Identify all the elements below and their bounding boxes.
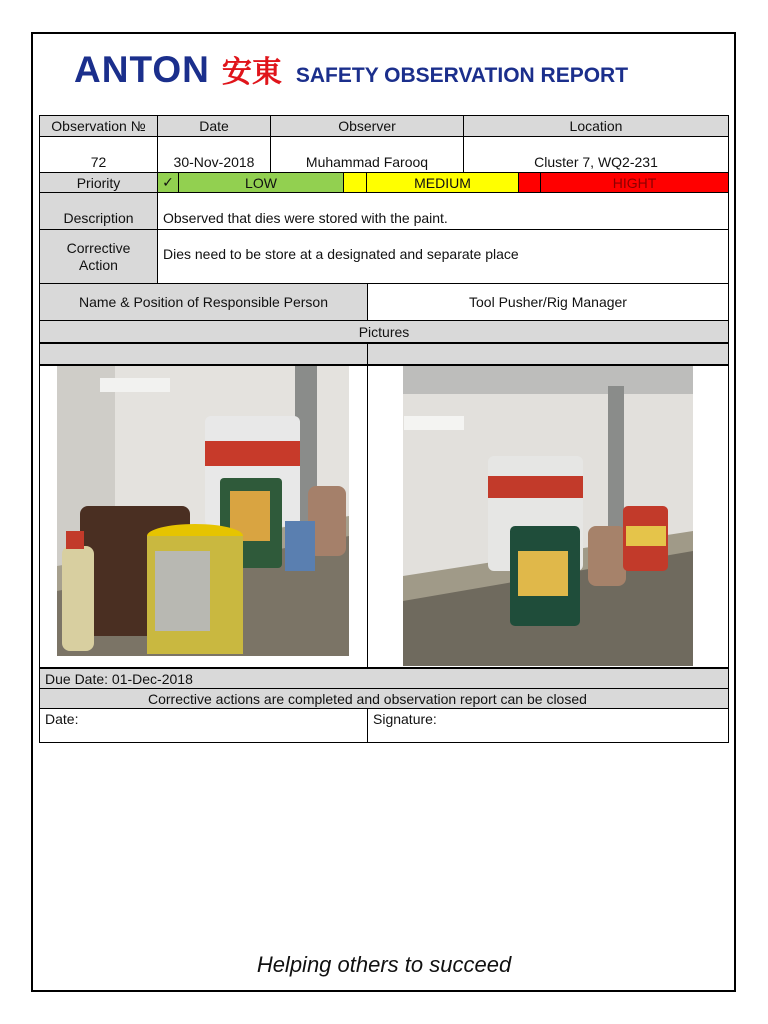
report-header [74,42,628,88]
photo-paint-storage-right [368,366,727,666]
photo-frame-left [39,365,368,668]
priority-high: HIGHT [540,172,729,193]
closure-signature-field[interactable]: Signature: [367,708,729,743]
priority-medium: MEDIUM [366,172,519,193]
description-label: Description [39,192,158,230]
priority-high-box [518,172,541,193]
closure-date-field[interactable]: Date: [39,708,368,743]
corrective-action-text: Dies need to be store at a designated and separate place [157,229,729,284]
report-title: SAFETY OBSERVATION REPORT [295,64,629,87]
observation-date: 30-Nov-2018 [157,136,271,173]
photo-frame-right [367,365,729,668]
header-observer: Observer [270,115,464,137]
description-text: Observed that dies were stored with the paint. [157,192,729,230]
company-logo: ANTON [74,49,210,90]
priority-low-check: ✓ [157,172,179,193]
priority-low: LOW [178,172,344,193]
responsible-person-value: Tool Pusher/Rig Manager [367,283,729,321]
closure-statement: Corrective actions are completed and observation report can be closed [39,688,729,709]
corrective-action-label: Corrective Action [39,229,158,284]
photo-paint-storage-left [40,366,366,666]
picture-caption-left [39,343,368,365]
observation-number: 72 [39,136,158,173]
footer-slogan: Helping others to succeed [256,952,512,977]
header-observation-no: Observation № [39,115,158,137]
pictures-label: Pictures [39,320,729,343]
priority-medium-box [343,172,367,193]
observer-name: Muhammad Farooq [270,136,464,173]
header-location: Location [463,115,729,137]
company-logo-chinese: 安東 [221,55,282,90]
responsible-person-label: Name & Position of Responsible Person [39,283,368,321]
picture-caption-right [367,343,729,365]
priority-label: Priority [39,172,158,193]
observation-location: Cluster 7, WQ2-231 [463,136,729,173]
header-date: Date [157,115,271,137]
due-date: Due Date: 01-Dec-2018 [39,668,729,689]
